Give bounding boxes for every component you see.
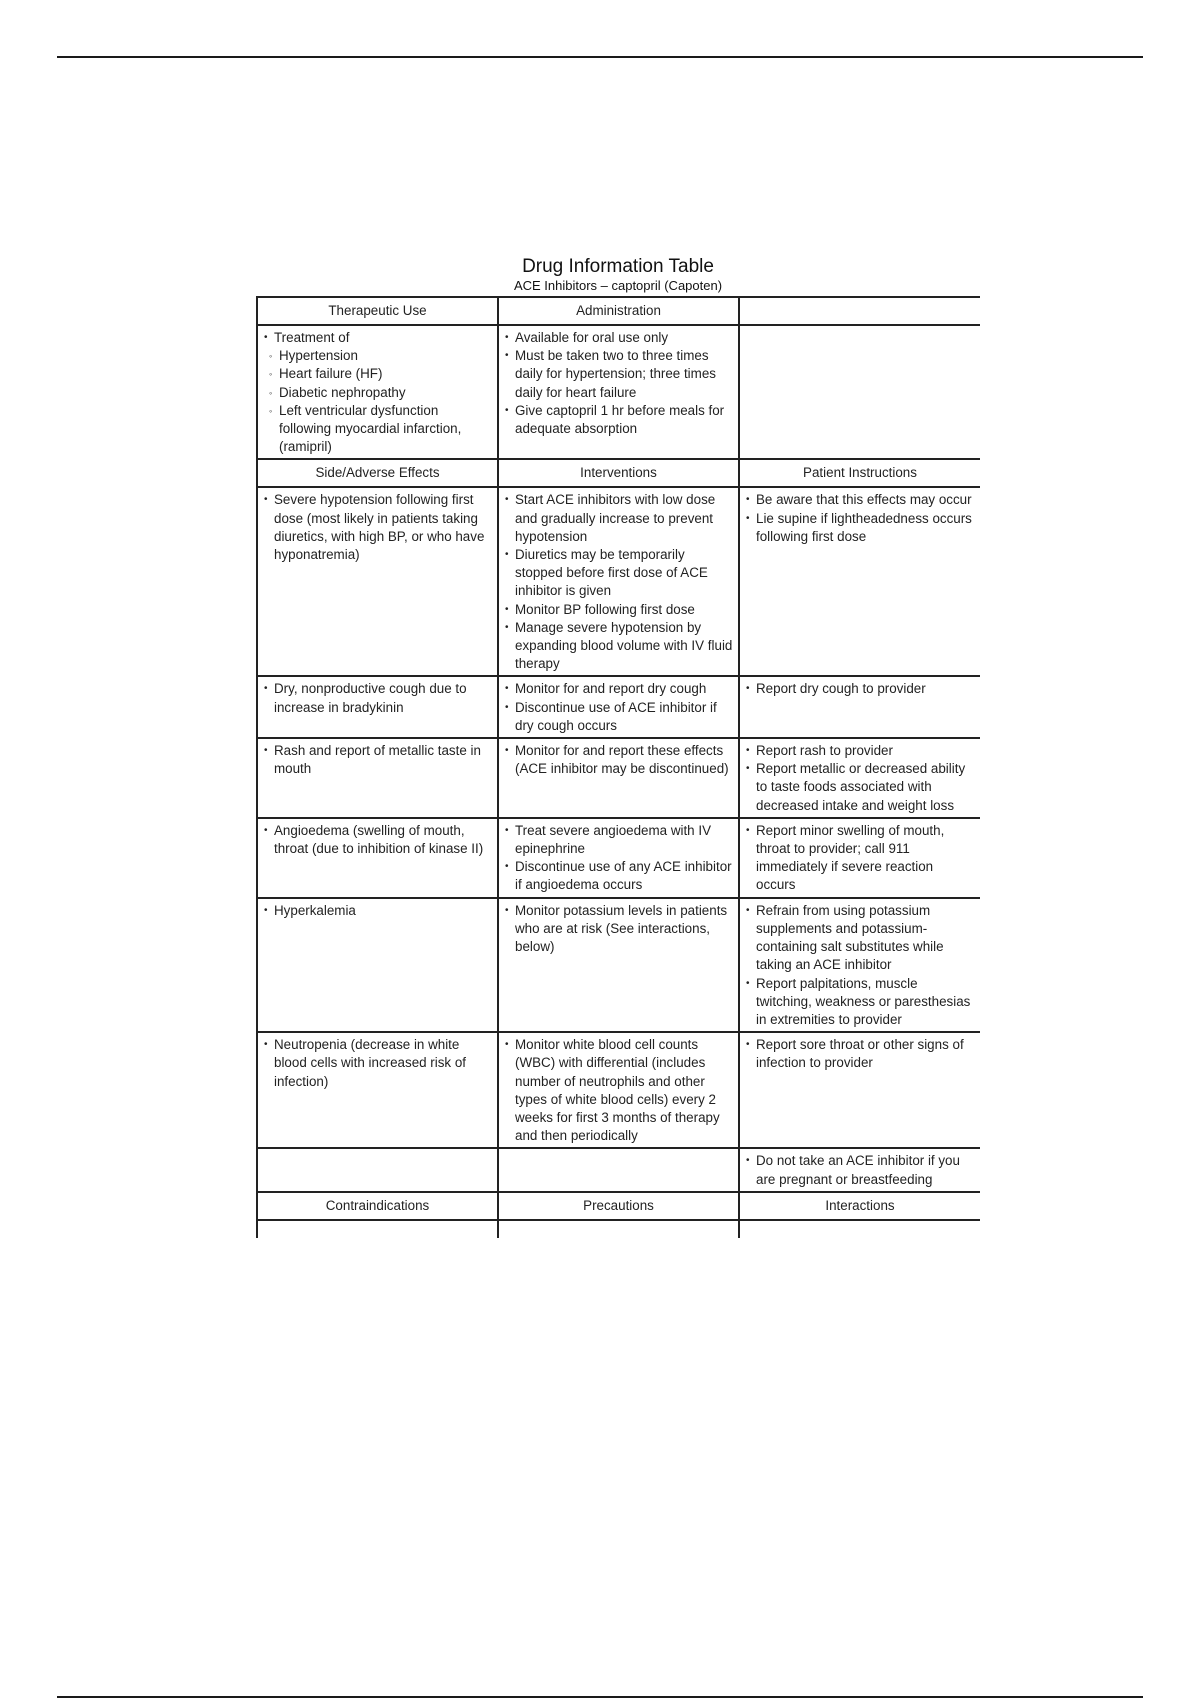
- list-item: • Severe hypotension following first dose (most likely in patients taking diuretics, with high BP, or who have hyponatremia): [264, 491, 493, 564]
- intervention-cell: [498, 1148, 739, 1191]
- list-item: • Give captopril 1 hr before meals for adequate absorption: [505, 402, 734, 438]
- empty-cell: [739, 325, 980, 459]
- drug-info-table: [256, 296, 980, 1238]
- patient-instruction-cell: [739, 1032, 980, 1148]
- list-item: • Refrain from using potassium supplements and potassium-containing salt substitutes while taking an ACE inhibitor: [746, 902, 976, 975]
- side-effect-cell: [257, 676, 498, 738]
- list-item: • Discontinue use of any ACE inhibitor if angioedema occurs: [505, 858, 734, 894]
- patient-instruction-cell: [739, 487, 980, 676]
- table-row: [257, 1148, 980, 1191]
- empty-cell: [498, 1220, 739, 1238]
- list-item: • Manage severe hypotension by expanding blood volume with IV fluid therapy: [505, 619, 734, 674]
- list-item: • Treatment of: [264, 329, 493, 347]
- list-item: • Hyperkalemia: [264, 902, 493, 920]
- list-item: • Report metallic or decreased ability to taste foods associated with decreased intake and weight loss: [746, 760, 976, 815]
- patient-instruction-cell: [739, 898, 980, 1032]
- intervention-cell: [498, 738, 739, 818]
- table-row: [257, 738, 980, 818]
- list-item: • Report rash to provider: [746, 742, 976, 760]
- side-effect-cell: [257, 1148, 498, 1191]
- list-item: • Monitor potassium levels in patients who are at risk (See interactions, below): [505, 902, 734, 957]
- header-cell: Therapeutic Use: [257, 297, 498, 325]
- list-item: • Start ACE inhibitors with low dose and gradually increase to prevent hypotension: [505, 491, 734, 546]
- list-item: • Must be taken two to three times daily for hypertension; three times daily for heart failure: [505, 347, 734, 402]
- header-cell: Patient Instructions: [739, 459, 980, 487]
- therapeutic-row: [257, 325, 980, 459]
- patient-instruction-cell: [739, 818, 980, 898]
- list-item: • Be aware that this effects may occur: [746, 491, 976, 509]
- intervention-cell: [498, 818, 739, 898]
- list-item: • Diuretics may be temporarily stopped before first dose of ACE inhibitor is given: [505, 546, 734, 601]
- side-effect-cell: [257, 1032, 498, 1148]
- table-row: [257, 1032, 980, 1148]
- footer-rule: [57, 1696, 1143, 1698]
- list-subitem: ◦ Hypertension: [264, 347, 493, 365]
- list-item: • Report minor swelling of mouth, throat to provider; call 911 immediately if severe reaction occurs: [746, 822, 976, 895]
- list-item: • Report palpitations, muscle twitching, weakness or paresthesias in extremities to provider: [746, 975, 976, 1030]
- list-subitem: ◦ Diabetic nephropathy: [264, 384, 493, 402]
- header-row-1: [257, 297, 980, 325]
- list-item: • Discontinue use of ACE inhibitor if dry cough occurs: [505, 699, 734, 735]
- table-row: [257, 676, 980, 738]
- patient-instruction-cell: [739, 738, 980, 818]
- list-item: • Report sore throat or other signs of infection to provider: [746, 1036, 976, 1072]
- list-item: • Neutropenia (decrease in white blood cells with increased risk of infection): [264, 1036, 493, 1091]
- empty-cell: [257, 1220, 498, 1238]
- header-cell: Interactions: [739, 1192, 980, 1220]
- therapeutic-use-cell: [257, 325, 498, 459]
- side-effect-cell: [257, 487, 498, 676]
- patient-instruction-cell: [739, 676, 980, 738]
- intervention-cell: [498, 898, 739, 1032]
- list-subitem: ◦ Heart failure (HF): [264, 365, 493, 383]
- header-row-3: [257, 1192, 980, 1220]
- list-item: • Available for oral use only: [505, 329, 734, 347]
- table-row: [257, 487, 980, 676]
- list-item: • Angioedema (swelling of mouth, throat (due to inhibition of kinase II): [264, 822, 493, 858]
- drug-information-document: [256, 256, 980, 1344]
- list-item: • Monitor for and report these effects (ACE inhibitor may be discontinued): [505, 742, 734, 778]
- side-effect-cell: [257, 898, 498, 1032]
- document-subtitle: ACE Inhibitors – captopril (Capoten): [513, 278, 723, 293]
- list-item: • Treat severe angioedema with IV epinephrine: [505, 822, 734, 858]
- header-cell: Side/Adverse Effects: [257, 459, 498, 487]
- header-cell: Administration: [498, 297, 739, 325]
- intervention-cell: [498, 676, 739, 738]
- list-item: • Do not take an ACE inhibitor if you are pregnant or breastfeeding: [746, 1152, 976, 1188]
- patient-instruction-cell: [739, 1148, 980, 1191]
- list-item: • Monitor for and report dry cough: [505, 680, 734, 698]
- list-item: • Report dry cough to provider: [746, 680, 976, 698]
- header-cell: Contraindications: [257, 1192, 498, 1220]
- list-item: • Monitor white blood cell counts (WBC) with differential (includes number of neutrophils and other types of white blood cells) every 2 weeks for first 3 months of therapy and then periodically: [505, 1036, 734, 1145]
- document-title: Drug Information Table: [522, 256, 714, 277]
- list-item: • Monitor BP following first dose: [505, 601, 734, 619]
- header-cell: Precautions: [498, 1192, 739, 1220]
- side-effect-cell: [257, 818, 498, 898]
- empty-cell: [739, 1220, 980, 1238]
- list-subitem: ◦ Left ventricular dysfunction following myocardial infarction, (ramipril): [264, 402, 493, 457]
- header-row-2: [257, 459, 980, 487]
- list-item: • Rash and report of metallic taste in mouth: [264, 742, 493, 778]
- header-rule: [57, 56, 1143, 58]
- list-item: • Lie supine if lightheadedness occurs following first dose: [746, 510, 976, 546]
- intervention-cell: [498, 1032, 739, 1148]
- table-row: [257, 818, 980, 898]
- contraindications-row: [257, 1220, 980, 1238]
- side-effect-cell: [257, 738, 498, 818]
- header-cell: Interventions: [498, 459, 739, 487]
- administration-cell: [498, 325, 739, 459]
- table-row: [257, 898, 980, 1032]
- list-item: • Dry, nonproductive cough due to increase in bradykinin: [264, 680, 493, 716]
- header-cell: [739, 297, 980, 325]
- intervention-cell: [498, 487, 739, 676]
